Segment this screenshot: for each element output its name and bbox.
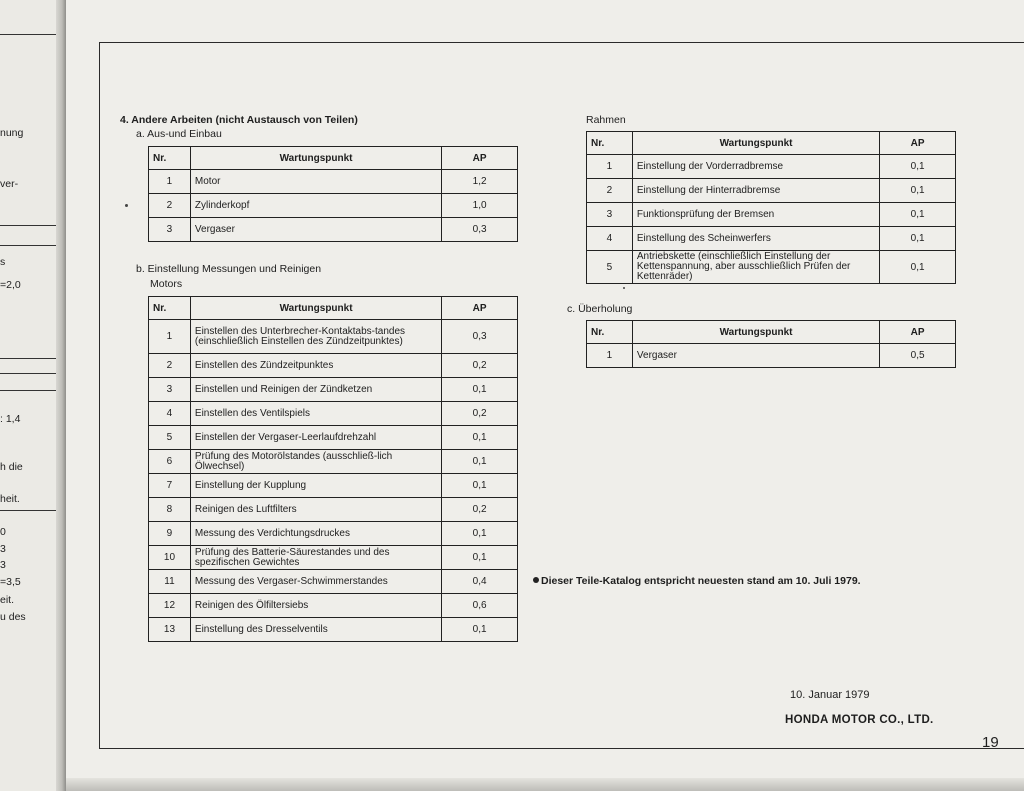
divider <box>0 390 58 391</box>
row-nr: 8 <box>149 498 191 522</box>
header-wartungspunkt: Wartungspunkt <box>190 147 441 170</box>
table-header-row <box>149 147 518 170</box>
previous-page-fragment: h die <box>0 461 23 473</box>
row-nr: 1 <box>587 344 633 368</box>
row-nr: 12 <box>149 594 191 618</box>
table-row <box>149 320 518 354</box>
row-item: Messung des Verdichtungsdruckes <box>190 522 441 546</box>
row-ap: 0,1 <box>880 251 956 284</box>
row-item: Einstellung des Dresselventils <box>190 618 441 642</box>
row-item: Prüfung des Motorölstandes (ausschließ-lich Ölwechsel) <box>190 450 441 474</box>
row-ap: 0,1 <box>880 203 956 227</box>
bullet-icon <box>533 577 539 583</box>
row-ap: 1,0 <box>442 194 518 218</box>
print-speck <box>125 204 128 207</box>
row-nr: 1 <box>149 320 191 354</box>
row-item: Einstellen des Unterbrecher-Kontaktabs-tandes (einschließlich Einstellen des Zündzeitpunktes) <box>190 320 441 354</box>
header-nr: Nr. <box>149 147 191 170</box>
ueberholung-title: c. Überholung <box>567 303 633 315</box>
row-nr: 2 <box>149 194 191 218</box>
header-ap: AP <box>880 132 956 155</box>
row-nr: 1 <box>149 170 191 194</box>
previous-page-fragment: 3 <box>0 543 6 555</box>
row-item: Antriebskette (einschließlich Einstellung der Kettenspannung, aber ausschließlich Prüfen der Kettenräder) <box>632 251 879 284</box>
table-row <box>149 378 518 402</box>
row-ap: 0,3 <box>442 218 518 242</box>
row-item: Einstellung des Scheinwerfers <box>632 227 879 251</box>
row-nr: 3 <box>149 378 191 402</box>
table-header-row <box>149 297 518 320</box>
row-ap: 0,2 <box>442 498 518 522</box>
subsection-title-b-cont: Motors <box>150 278 183 290</box>
row-ap: 0,4 <box>442 570 518 594</box>
previous-page-edge <box>0 0 66 791</box>
print-speck <box>623 287 625 289</box>
divider <box>0 510 58 511</box>
row-nr: 2 <box>587 179 633 203</box>
divider <box>0 225 58 226</box>
row-ap: 0,1 <box>442 618 518 642</box>
row-nr: 11 <box>149 570 191 594</box>
page <box>66 0 1024 791</box>
publication-date: 10. Januar 1979 <box>790 689 870 701</box>
previous-page-frame <box>0 34 58 35</box>
subsection-title-a: a. Aus-und Einbau <box>136 128 222 140</box>
table-row <box>587 155 956 179</box>
row-item: Messung des Vergaser-Schwimmerstandes <box>190 570 441 594</box>
previous-page-fragment: ver- <box>0 178 19 190</box>
row-ap: 1,2 <box>442 170 518 194</box>
row-ap: 0,1 <box>442 474 518 498</box>
row-nr: 10 <box>149 546 191 570</box>
divider <box>0 373 58 374</box>
table-row <box>149 426 518 450</box>
table-row <box>149 170 518 194</box>
header-ap: AP <box>442 147 518 170</box>
row-item: Prüfung des Batterie-Säurestandes und des spezifischen Gewichtes <box>190 546 441 570</box>
row-item: Einstellung der Kupplung <box>190 474 441 498</box>
table-row <box>149 474 518 498</box>
previous-page-fragment: nung <box>0 127 24 139</box>
header-ap: AP <box>880 321 956 344</box>
previous-page-fragment: heit. <box>0 493 20 505</box>
table-row <box>149 618 518 642</box>
table-row <box>149 402 518 426</box>
row-item: Reinigen des Ölfiltersiebs <box>190 594 441 618</box>
previous-page-fragment: s <box>0 256 6 268</box>
row-ap: 0,2 <box>442 402 518 426</box>
table-row <box>149 450 518 474</box>
header-wartungspunkt: Wartungspunkt <box>190 297 441 320</box>
divider <box>0 358 58 359</box>
row-item: Einstellung der Vorderradbremse <box>632 155 879 179</box>
row-nr: 7 <box>149 474 191 498</box>
table-row <box>587 227 956 251</box>
table-row <box>587 179 956 203</box>
row-nr: 3 <box>149 218 191 242</box>
row-nr: 9 <box>149 522 191 546</box>
row-item: Zylinderkopf <box>190 194 441 218</box>
table-row <box>149 194 518 218</box>
row-item: Funktionsprüfung der Bremsen <box>632 203 879 227</box>
table-row <box>587 344 956 368</box>
table-header-row <box>587 321 956 344</box>
page-fold <box>56 0 66 791</box>
table-header-row <box>587 132 956 155</box>
catalog-note-text: Dieser Teile-Katalog entspricht neuesten stand am 10. Juli 1979. <box>541 575 861 587</box>
row-nr: 4 <box>587 227 633 251</box>
row-ap: 0,1 <box>880 227 956 251</box>
table-rahmen <box>586 131 956 284</box>
page-number: 19 <box>982 734 999 751</box>
section-title: 4. Andere Arbeiten (nicht Austausch von Teilen) <box>120 114 358 126</box>
table-row <box>587 203 956 227</box>
row-ap: 0,1 <box>442 450 518 474</box>
previous-page-fragment: =3,5 <box>0 576 21 588</box>
header-ap: AP <box>442 297 518 320</box>
company-name: HONDA MOTOR CO., LTD. <box>785 714 934 726</box>
row-ap: 0,1 <box>880 179 956 203</box>
row-nr: 5 <box>149 426 191 450</box>
row-ap: 0,1 <box>442 522 518 546</box>
table-aus-und-einbau <box>148 146 518 242</box>
row-ap: 0,1 <box>442 426 518 450</box>
row-nr: 3 <box>587 203 633 227</box>
previous-page-fragment: eit. <box>0 594 15 606</box>
row-ap: 0,3 <box>442 320 518 354</box>
row-ap: 0,6 <box>442 594 518 618</box>
header-wartungspunkt: Wartungspunkt <box>632 132 879 155</box>
previous-page-fragment: : 1,4 <box>0 413 21 425</box>
header-nr: Nr. <box>587 132 633 155</box>
table-row <box>149 354 518 378</box>
row-item: Einstellung der Hinterradbremse <box>632 179 879 203</box>
row-ap: 0,5 <box>880 344 956 368</box>
divider <box>0 245 58 246</box>
rahmen-title: Rahmen <box>586 114 626 126</box>
row-nr: 1 <box>587 155 633 179</box>
row-item: Reinigen des Luftfilters <box>190 498 441 522</box>
header-nr: Nr. <box>149 297 191 320</box>
header-nr: Nr. <box>587 321 633 344</box>
row-item: Vergaser <box>190 218 441 242</box>
previous-page-fragment: 0 <box>0 526 6 538</box>
table-einstellung-motor <box>148 296 518 642</box>
row-nr: 13 <box>149 618 191 642</box>
row-nr: 2 <box>149 354 191 378</box>
header-wartungspunkt: Wartungspunkt <box>632 321 879 344</box>
row-ap: 0,1 <box>442 378 518 402</box>
row-item: Motor <box>190 170 441 194</box>
previous-page-fragment: 3 <box>0 559 6 571</box>
row-ap: 0,2 <box>442 354 518 378</box>
page-bottom-edge <box>66 778 1024 791</box>
table-row <box>149 218 518 242</box>
table-row <box>149 546 518 570</box>
table-row <box>149 522 518 546</box>
row-item: Einstellen der Vergaser-Leerlaufdrehzahl <box>190 426 441 450</box>
table-ueberholung <box>586 320 956 368</box>
row-nr: 4 <box>149 402 191 426</box>
previous-page-fragment: =2,0 <box>0 279 21 291</box>
row-nr: 5 <box>587 251 633 284</box>
row-ap: 0,1 <box>442 546 518 570</box>
row-item: Vergaser <box>632 344 879 368</box>
table-row <box>149 594 518 618</box>
catalog-note <box>533 575 861 587</box>
subsection-title-b: b. Einstellung Messungen und Reinigen <box>136 263 322 275</box>
row-nr: 6 <box>149 450 191 474</box>
row-item: Einstellen und Reinigen der Zündketzen <box>190 378 441 402</box>
table-row <box>149 498 518 522</box>
table-row <box>587 251 956 284</box>
row-ap: 0,1 <box>880 155 956 179</box>
row-item: Einstellen des Zündzeitpunktes <box>190 354 441 378</box>
row-item: Einstellen des Ventilspiels <box>190 402 441 426</box>
previous-page-fragment: u des <box>0 611 26 623</box>
table-row <box>149 570 518 594</box>
